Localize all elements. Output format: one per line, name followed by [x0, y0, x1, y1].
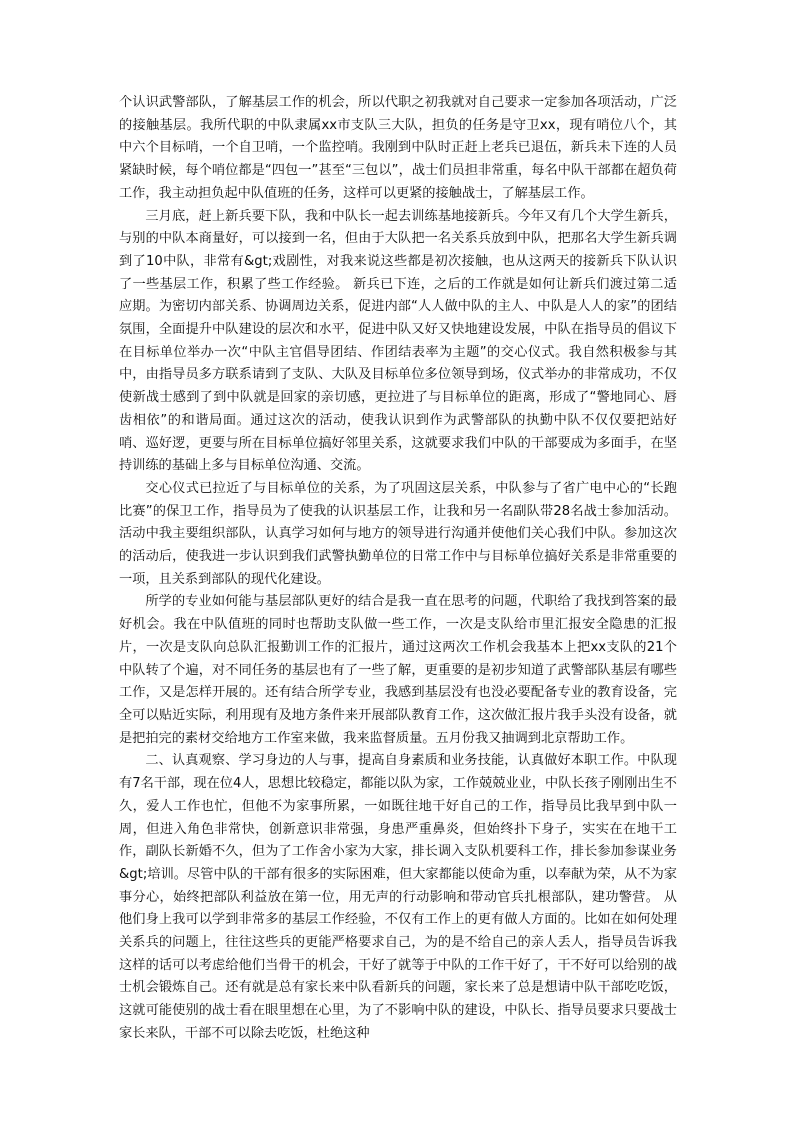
paragraph-1: 个认识武警部队，了解基层工作的机会，所以代职之初我就对自己要求一定参加各项活动，广泛的接触基层。我所代职的中队隶属xx市支队三大队，担负的任务是守卫xx，现有哨位八个，其中六个目标哨，一个自卫哨，一个监控哨。我刚到中队时正赶上老兵已退伍，新兵未下连的人员紧缺时候，每个哨位都是“四包一”甚至“三包以”，战士们员担非常重，每名中队干部都在超负荷工作，我主动担负起中队值班的任务，这样可以更紧的接触战士，了解基层工作。: [119, 95, 677, 201]
paragraph-5: 二、认真观察、学习身边的人与事，提高自身素质和业务技能，认真做好本职工作。中队现有7名干部，现在位4人，思想比较稳定，都能以队为家，工作兢兢业业，中队长孩子刚刚出生不久，爱人工作也忙，但他不为家事所累，一如既往地干好自己的工作，指导员比我早到中队一周，但进入角色非常快，创新意识非常强，身患严重鼻炎，但始终扑下身子，实实在在地干工作，副队长新婚不久，但为了工作舍小家为大家，排长调入支队机要科工作，排长参加参谋业务&gt;培训。尽管中队的干部有很多的实际困难，但大家都能以使命为重，以奉献为荣，从不为家事分心，始终把部队利益放在第一位，用无声的行动影响和带动官兵扎根部队，建功警营。 从他们身上我可以学到非常多的基层工作经验，不仅有工作上的更有做人方面的。比如在如何处理关系兵的问题上，往往这些兵的更能严格要求自己，为的是不给自己的亲人丢人，指导员告诉我这样的话可以考虑给他们当骨干的机会，干好了就等于中队的工作干好了，干不好可以给别的战士机会锻炼自己。还有就是总有家长来中队看新兵的问题，家长来了总是想请中队干部吃吃饭，这就可能使别的战士看在眼里想在心里，为了不影响中队的建设，中队长、指导员要求只要战士家长来队，干部不可以除去吃饭，杜绝这种: [119, 753, 677, 1041]
paragraph-4: 所学的专业如何能与基层部队更好的结合是我一直在思考的问题，代职给了我找到答案的最好机会。我在中队值班的同时也帮助支队做一些工作，一次是支队给市里汇报安全隐患的汇报片，一次是支队向总队汇报勤训工作的汇报片，通过这两次工作机会我基本上把xx支队的21个中队转了个遍，对不同任务的基层也有了一些了解，更重要的是初步知道了武警部队基层有哪些工作，又是怎样开展的。还有结合所学专业，我感到基层没有也没必要配备专业的教育设备，完全可以贴近实际，利用现有及地方条件来开展部队教育工作，这次做汇报片我手头没有设备，就是把拍完的素材交给地方工作室来做，我来监督质量。五月份我又抽调到北京帮助工作。: [119, 594, 677, 746]
paragraph-2: 三月底，赶上新兵要下队，我和中队长一起去训练基地接新兵。今年又有几个大学生新兵，与别的中队本商量好，可以接到一名，但由于大队把一名关系兵放到中队，把那名大学生新兵调到了10中队，非常有&gt;戏剧性，对我来说这些都是初次接触，也从这两天的接新兵下队认识了一些基层工作，积累了些工作经验。 新兵已下连，之后的工作就是如何让新兵们渡过第二适应期。为密切内部关系、协调周边关系，促进内部“人人做中队的主人、中队是人人的家”的团结氛围，全面提升中队建设的层次和水平，促进中队又好又快地建设发展，中队在指导员的倡议下在目标单位举办一次“中队主官倡导团结、作团结表率为主题”的交心仪式。我自然积极参与其中，由指导员多方联系请到了支队、大队及目标单位多位领导到场，仪式举办的非常成功，不仅使新战士感到了到中队就是回家的亲切感，更拉进了与目标单位的距离，形成了“警地同心、唇齿相依”的和谐局面。通过这次的活动，使我认识到作为武警部队的执勤中队不仅仅要把站好哨、巡好逻，更要与所在目标单位搞好邻里关系，这就要求我们中队的干部要成为多面手，在坚持训练的基础上多与目标单位沟通、交流。: [119, 208, 677, 474]
paragraph-3: 交心仪式已拉近了与目标单位的关系，为了巩固这层关系，中队参与了省广电中心的“长跑比赛”的保卫工作，指导员为了使我的认识基层工作，让我和另一名副队带28名战士参加活动。活动中我主要组织部队，认真学习如何与地方的领导进行沟通并使他们关心我们中队。参加这次的活动后，使我进一步认识到我们武警执勤单位的日常工作中与目标单位搞好关系是非常重要的一项，且关系到部队的现代化建设。: [119, 480, 677, 587]
document-page: [119, 92, 677, 1046]
